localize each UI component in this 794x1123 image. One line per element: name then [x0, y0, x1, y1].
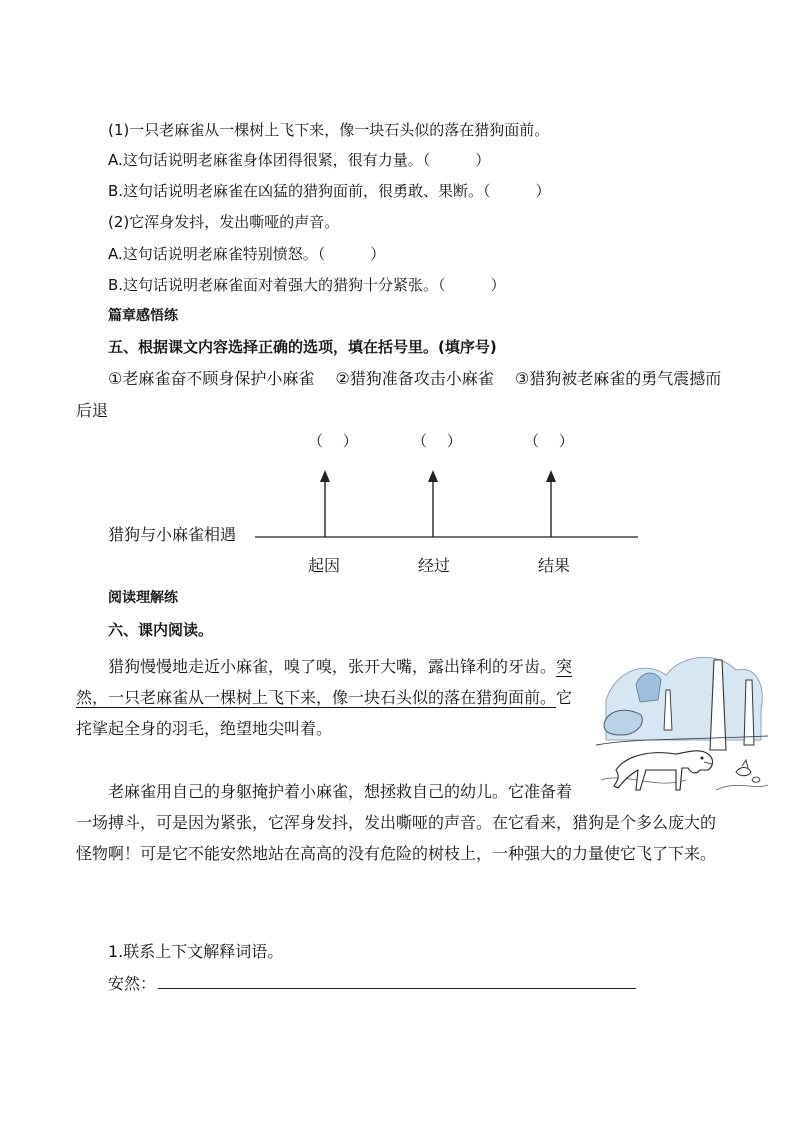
q1-stem: (1)一只老麻雀从一棵树上飞下来，像一块石头似的落在猎狗面前。	[108, 121, 550, 139]
q5-title: 五、根据课文内容选择正确的选项，填在括号里。(填序号)	[108, 338, 497, 356]
passage2-text: 老麻雀用自己的身躯掩护着小麻雀，想拯救自己的幼儿。它准备着一场搏斗，可是因为紧张，它浑身发抖，发出嘶哑的声音。在它看来，猎狗是个多么庞大的怪物啊！可是它不能安然地站在高高的没有危险的树枝上，一种强大的力量使它飞了下来。	[76, 782, 717, 863]
dog-and-sparrow-illustration	[596, 640, 768, 812]
blank-cause[interactable]: （ ）	[308, 432, 358, 450]
q2-stem: (2)它浑身发抖，发出嘶哑的声音。	[108, 213, 340, 231]
passage1-underlined-sentence: 突然，一只老麻雀从一棵树上飞下来，像一块石头似的落在猎狗面前。	[76, 657, 573, 707]
word-label-anran: 安然：	[108, 974, 157, 993]
arrow-result	[546, 470, 556, 537]
q2-option-b: B.这句话说明老麻雀面对着强大的猎狗十分紧张。（ ）	[108, 276, 506, 294]
blank-result[interactable]: （ ）	[524, 432, 574, 450]
reading-passage-1	[76, 651, 586, 758]
section-heading-reading: 阅读理解练	[108, 590, 178, 606]
q5-options-line1: ①老麻雀奋不顾身保护小麻雀 ②猎狗准备攻击小麻雀 ③猎狗被老麻雀的勇气震撼而	[108, 369, 722, 388]
stage-label-cause: 起因	[308, 556, 341, 575]
passage1-text-before: 猎狗慢慢地走近小麻雀，嗅了嗅，张开大嘴，露出锋利的牙齿。	[108, 657, 557, 676]
stage-label-process: 经过	[418, 556, 451, 575]
q5-options-line2: 后退	[76, 401, 109, 420]
arrow-process	[428, 470, 438, 537]
stage-label-result: 结果	[538, 556, 571, 575]
arrow-cause	[320, 470, 330, 537]
q6-title: 六、课内阅读。	[108, 621, 214, 639]
q1-option-b: B.这句话说明老麻雀在凶猛的猎狗面前，很勇敢、果断。（ ）	[108, 182, 551, 200]
blank-process[interactable]: （ ）	[412, 432, 462, 450]
sub-question-1: 1.联系上下文解释词语。	[108, 942, 284, 961]
timeline-start-label: 猎狗与小麻雀相遇	[108, 525, 237, 544]
q1-option-a: A.这句话说明老麻雀身体团得很紧，很有力量。（ ）	[108, 151, 491, 169]
q2-option-a: A.这句话说明老麻雀特别愤怒。（ ）	[108, 245, 386, 263]
answer-line-anran[interactable]	[158, 988, 636, 989]
passage1-text-after: 它挓挲起全身的羽毛，绝望地尖叫着。	[76, 688, 573, 738]
section-heading-chapter: 篇章感悟练	[108, 308, 178, 324]
